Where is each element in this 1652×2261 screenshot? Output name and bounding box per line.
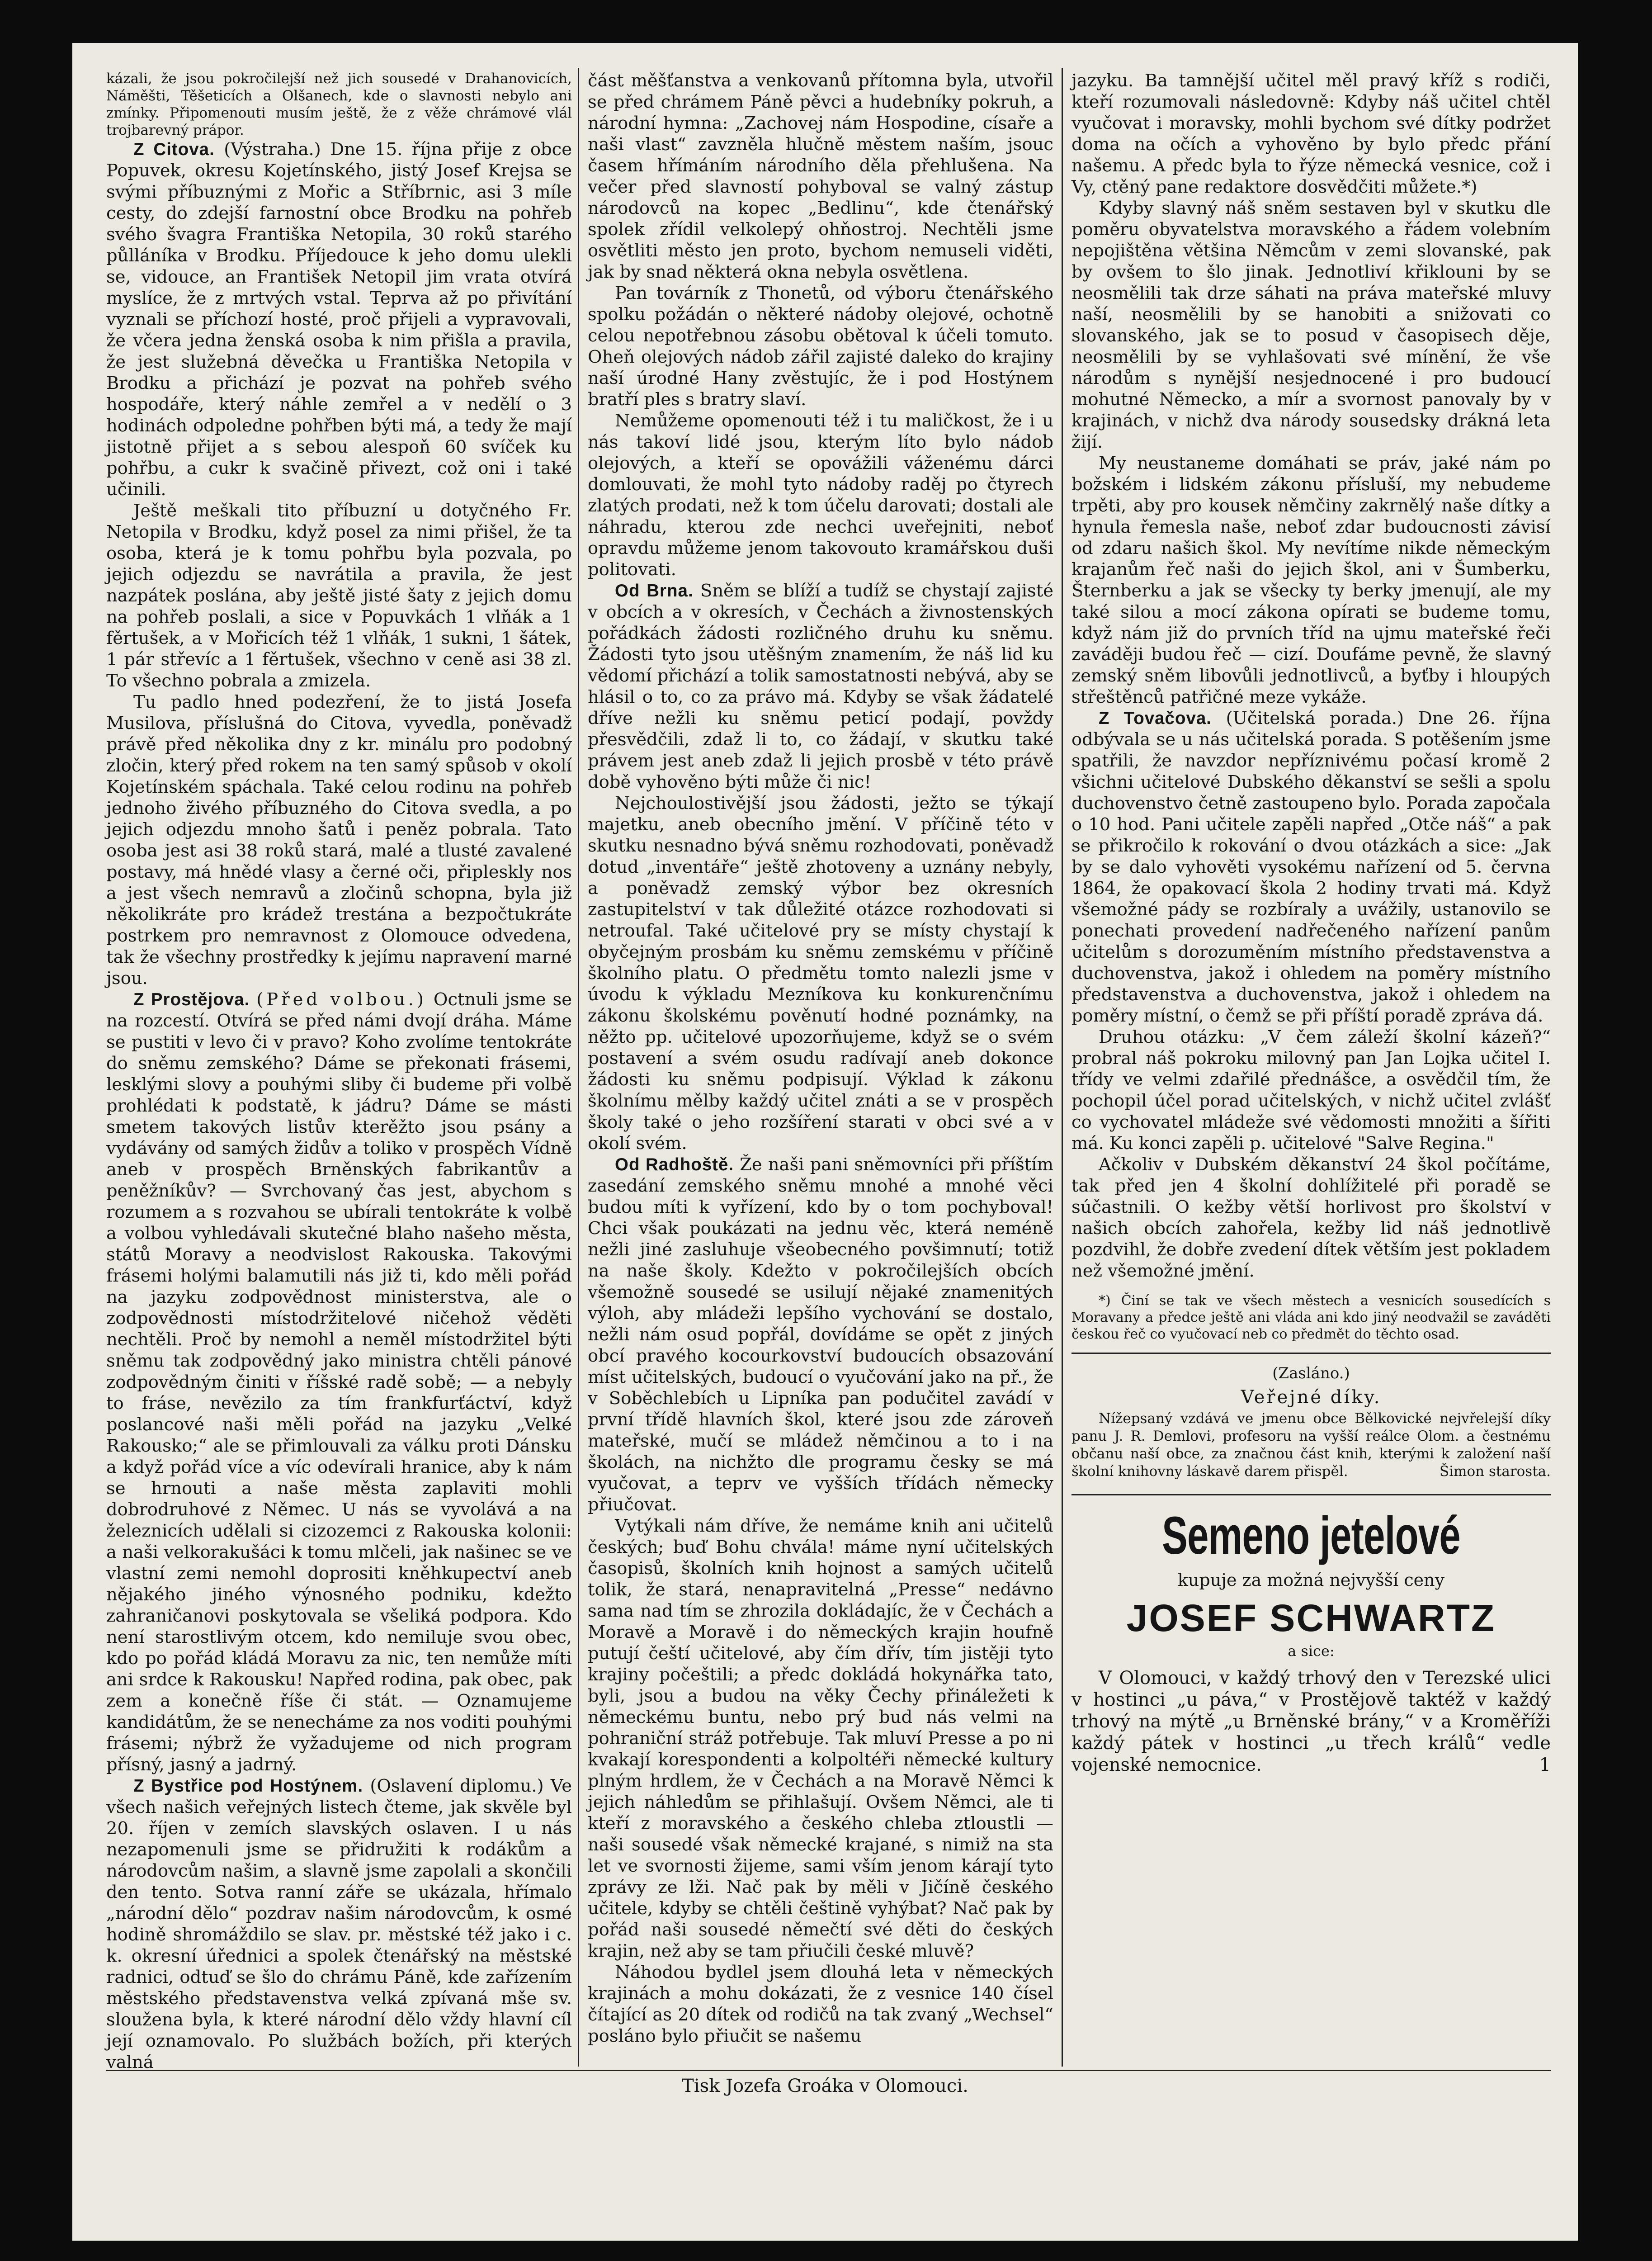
article-bystrice (106, 1775, 572, 2073)
printer-imprint: Tisk Jozefa Groáka v Olomouci. (682, 2076, 968, 2096)
article-heading: Z Bystřice pod Hostýnem. (133, 1776, 363, 1796)
column-divider (578, 68, 579, 2067)
article-subtitle: (Oslavení diplomu.) (370, 1776, 544, 1796)
article-citova (106, 139, 572, 500)
notice-title: Veřejné díky. (1241, 1387, 1382, 1408)
article-heading: Z Tovačova. (1099, 709, 1212, 728)
footnote: *) Činí se tak ve všech městech a vesnicích sousedících s Moravany a předce ještě ani vláda ani kdo jiný neodvažil se zaváděti českou řeč co vyučovací neb co předmět do těchto osad. (1071, 1293, 1551, 1342)
article-subtitle: (Učitelská porada.) (1226, 708, 1404, 728)
paragraph: Dne 15. října přije z obce Popuvek, okresu Kojetínského, jistý Josef Krejsa se svými příbuznými z Mořic a Stříbrnic, asi 3 míle cesty, do zdejší farnostní obce Brodku na pohřeb svého švagra Františka Netopila, 30 roků starého půlláníka v Brodku. Příjedouce k jeho domu ulekli se, vidouce, an František Netopil jim vrata otvírá myslíce, že z mrtvých vstal. Teprva až po přivítání vyznali se příchozí hosté, proč přijeli a vypravovali, že včera jedna ženská osoba k nim přišla a pravila, že jest služebná děvečka u Františka Netopila v Brodku a přichází je pozvat na pohřeb svého hospodáře, který náhle zemřel a v nedělí o 3 hodinách odpoledne pohřben býti má, a tedy že mají jistotně přijet a s sebou alespoň 60 svíček ku pohřbu, a cukr k svačině přivezt, což oni i také učinili. (106, 139, 572, 500)
paragraph: Ačkoliv v Dubském děkanství 24 škol počítáme, tak před jen 4 školní dohlížitelé při poradě se súčastnili. O kežby větší horlivost pro školství v našich obcích zahořela, kežby lid náš jednotlivě pozdvihl, že dobře zvedení dítek větším jest pokladem než všemožné jmění. (1071, 1154, 1551, 1281)
notice-signature: Šimon starosta. (1439, 1463, 1551, 1480)
zaslano-label: (Zasláno.) (1272, 1364, 1350, 1382)
ad-number: 1 (1539, 1755, 1551, 1775)
article-subtitle: (Před volbou.) (256, 989, 427, 1010)
paragraph: Ve všech našich veřejných listech čteme, jak skvěle byl 20. říjen v zemích slavských oslaven. I u nás nezapomenuli jsme se přidružiti k rodákům a národovcům našim, a slavně jsme zapolali a skončili den tento. Sotva ranní záře se ukázala, hřímalo „národní dělo“ pozdrav našim národovcům, k osmé hodině shromáždilo se slav. pr. městské též jako i c. k. okresní úřednici a spolek čtenářský na městské radnici, odtuď se šlo do chrámu Páně, kde zařízením městského představenstva velká zpívaná mše sv. sloužena byla, k které národní dělo vždy hlavní cíl její oznamovalo. Po službách božích, při kterých valná (106, 1776, 572, 2072)
paragraph: Ještě meškali tito příbuzní u dotyčného Fr. Netopila v Brodku, když posel za nimi přišel, že ta osoba, která je k tomu pohřbu byla pozvala, po jejich odjezdu se navrátila a pravila, že jest nazpátek poslána, aby ještě jisté šaty z jejich domu na pohřeb poslali, a sice v Popuvkách 1 vlňák a 1 fěrtušek, a v Mořicích též 1 vlňák, 1 sukni, 1 šátek, 1 pár střevíc a 1 fěrtušek, všechno v ceně asi 38 zl. To všechno pobrala a zmizela. (106, 501, 572, 691)
paragraph: Tu padlo hned podezření, že to jistá Josefa Musilova, příslušná do Citova, vyvedla, poněvadž právě před několika dny z kr. minálu pro podobný zločin, který před rokem na ten samý spůsob v okolí Kojetínském spáchala. Také celou rodinu na pohřeb jednoho živého příbuzného do Citova svedla, a po jejich odjezdu mnoho šatů i peněz pobrala. Tato osoba jest asi 38 roků stará, malé a tlusté zavalené postavy, má hnědé vlasy a černé oči, připleskly nos a jest všech nemravů a zločinů schopna, byla již několikráte pro krádež trestána a bezpočtukráte postrkem pro nemravnost z Olomouce odvedena, tak že všechny prostředky k jejímu napravení marné jsou. (106, 692, 572, 989)
column-2 (588, 70, 1053, 2047)
article-continuation: část měšťanstva a venkovanů přítomna byla, utvořil se před chrámem Páně pěvci a hudebníky pokruh, a národní hymna: „Zachovej nám Hospodine, císaře a naši vlast“ zavzněla hlučně městem naším, jsouc časem hřímáním národního děla přehlušena. Na večer před slavností pohyboval se valný zástup národovců na kopec „Bedlinu“, kde čtenářský spolek zřídil velkolepý ohňostroj. Nechtěli jsme osvětliti město jen proto, bychom nemuseli viděti, jak by snad některá okna nebyla osvětlena. (588, 71, 1053, 282)
article-continuation: jazyku. Ba tamnější učitel měl pravý kříž s rodiči, kteří rozumovali následovně: Kdyby náš učitel chtěl vyučovat i moravsky, mohli bychom své dítky podržet doma na očích a vyhověno by bylo předc přání našemu. A předc byla to řýze německá vesnice, což i Vy, ctěný pane redaktore dosvědčiti můžete.*) (1071, 71, 1551, 197)
section-divider (1071, 1353, 1551, 1354)
notice-body: Nížepsaný vzdává ve jmenu obce Bělkovické nejvřelejší díky panu J. R. Demlovi, profesoru na vyšší reálce Olom. a čestnému občanu naší obce, za značnou část knih, kterými k založení naší školní knihovny láskavě darem přispěl. (1071, 1410, 1551, 1480)
paragraph: Druhou otázku: „V čem záleží školní kázeň?“ probral náš pokroku milovný pan Jan Lojka učitel I. třídy ve velmi zdařilé přednášce, a osvědčil tím, že pochopil účel porad učitelských, v nichž učitel zvlášť co vychovatel mládeže své vědomosti množiti a šířiti má. Ku konci zapěli p. učitelové "Salve Regina." (1071, 1027, 1551, 1154)
ad-body (1071, 1667, 1551, 1776)
ad-tagline: kupuje za možná nejvyšší ceny (1177, 1570, 1445, 1590)
article-prostejov (106, 989, 572, 1775)
article-tovacov (1071, 708, 1551, 1026)
paragraph: Pan továrník z Thonetů, od výboru čtenářského spolku požádán o některé nádoby olejové, ochotně celou nepotřebnou zásobu obětoval k účeli tomuto. Oheň olejových nádob zářil zajisté daleko do krajiny naší úrodné Hany zvěstujíc, že i pod Hostýnem bratří ples s bratry slaví. (588, 283, 1053, 410)
paragraph: Nejchoulostivější jsou žádosti, ježto se týkají majetku, aneb obecního jmění. V příčině této v skutku nesnadno bývá sněmu rozhodovati, poněvadž dotud „inventáře“ ještě zhotoveny a uznány nebyly, a poněvadž zemský výbor bez okresních zastupitelství v tak důležité otázce rozhodovati si netroufal. Také učitelové pry se místy chystají k obyčejným prosbám ku sněmu zemskému v příčině školního platu. O předmětu tomto nalezli jsme v úvodu k výkladu Mezníkova ku konkurenčnímu zákonu školskému pověnutí hodné poznámky, na něžto pp. učitelové upozorňujeme, když se o svém postavení a svém osudu radívají aneb dokonce žádosti ku sněmu podpisují. Výklad k zákonu školnímu mělby každý učitel znáti a se v prospěch školy také o jeho rozšíření starati v obci své a v okolí svém. (588, 793, 1053, 1154)
article-heading: Z Prostějova. (133, 990, 250, 1009)
paragraph: Náhodou bydlel jsem dlouhá leta v německých krajinách a mohu dokázati, že z vesnice 140 čísel čítající as 20 dítek od rodičů na tak zvaný „Wechsel“ posláno bylo přiučit se našemu (588, 1962, 1053, 2046)
ad-body-text: V Olomouci, v každý trhový den v Terezské ulici v hostinci „u páva,“ v Prostějově taktéž v každý trhový na mýtě „u Brněnské brány,“ v a Kroměříži každý pátek v hostinci „u třech králů“ vedle vojenské nemocnice. (1071, 1668, 1551, 1775)
notice-text (1071, 1410, 1551, 1481)
column-3 (1071, 70, 1551, 1776)
ad-headline: Semeno jetelové (1162, 1506, 1460, 1566)
paragraph: Octnuli jsme se na rozcestí. Otvírá se před námi dvojí dráha. Máme se pustiti v levo či v pravo? Koho zvolíme tentokráte do sněmu zemského? Dáme se překonati frásemi, lesklými slovy a pouhými sliby či budeme při volbě prohlédati k podstatě, k jádru? Dáme se másti smetem takových listův kterěžto jsou psány a vydávány od samých židův a toliko v prospěch Vídně aneb v prospěch Brněnských fabrikantův a peněžníkův? — Svrchovaný čas jest, abychom s rozumem a s rozvahou se ubírali tentokráte k volbě a volbou vyhledávali skutečné blaho našeho města, států Moravy a neodvislost Rakouska. Takovými frásemi holými balamutili nás již ti, kdo měli pořád na jazyku zodpovědnost ministerstva, ale o zodpovědnosti místodržitelové ničehož věděti nechtěli. Proč by nemohl a neměl místodržitel býti sněmu tak zodpovědný jako ministra chtěli pánové zodpovědným činiti v říšské radě sobě; — a nebyly to fráse, nevězilo za tím frankfurťáctví, když poslancové naši měli pořád na jazyku „Velké Rakousko;“ ale se přimlouvali za válku proti Dánsku a když pořád více a víc odevírali hranice, aby k nám se hrnouti a naše města zaplaviti mohli dobrodruhové z Němec. U nás se vyvolává a na železnicích udělali si cizozemci z Rakouska kolonii: a naši velkorakušáci k tomu mlčeli, jak našinec se ve vlastní zemi nemohl doprositi kněhkupectví aneb nějakého jiného výnosného podniku, kdežto zahraničanovi poskytovala se všeliká podpora. Kdo není starostlivým otcem, kdo nemiluje svou obec, kdo po pořád kládá Moravu za nic, ten nemůže míti ani srdce k Rakousku! Napřed rodina, pak obec, pak zem a konečně říše či stát. — Oznamujeme kandidátům, že se nenecháme za nos voditi pouhými frásemi; nýbrž že vyžadujeme od nich program přísný, jasný a jadrný. (106, 989, 572, 1775)
article-brna (588, 580, 1053, 793)
column-1 (106, 70, 572, 2073)
paragraph: Že naši pani sněmovníci při příštím zasedání zemského sněmu mnohé a mnohé věci budou míti k vyřízení, kdo by o tom pochyboval! Chci však poukázati na jednu věc, která neméně nežli jiné zasluhuje všeobecného povšimnutí; totiž na naše školy. Kdežto v pokročilejších obcích všemožně sousedé se usilují nějaké znamenitých výloh, aby mládeži lepšího vychování se dostalo, nežli nám osud popřál, dovídáme se opět z jiných obcí pravého kocourkovství budoucích obsazování míst učitelských, budoucí o vyučování jako na př., že v Soběchlebích u Lipníka pan podučitel zavádí v první třídě hlavních škol, které jsou zde zároveň mateřské, mučí se mládež němčinou a to i na školách, na nichžto dle programu česky se má vyučovat, a teprv ve vyšších třídách německy přiučovat. (588, 1154, 1053, 1515)
article-continuation: kázali, že jsou pokročilejší než jich sousedé v Drahanovicích, Náměšti, Těšeticích a Olšanech, kde o slavnosti nebylo ani zmínky. Připomenouti musím ještě, že z věže chrámové vlál trojbarevný prápor. (106, 71, 572, 138)
ad-subline: a sice: (1288, 1642, 1335, 1660)
footer-rule (106, 2070, 1551, 2071)
paragraph: Nemůžeme opomenouti též i tu maličkost, že i u nás takoví lidé jsou, kterým líto bylo nádob olejových, a kteří se opovážili váženému dárci domlouvati, že mohl tyto nádoby raděj po čtyrech zlatých prodati, než k tom účelu darovati; dostali ale náhradu, kterou zde nechci uveřejniti, neboť opravdu můžeme jenom takovouto kramářskou duši politovati. (588, 411, 1053, 580)
article-heading: Z Citova. (133, 140, 215, 159)
column-divider (1062, 68, 1063, 2067)
article-heading: Od Brna. (615, 581, 694, 601)
paragraph: Vytýkali nám dříve, že nemáme knih ani učitelů českých; buď Bohu chvála! máme nyní učitelských časopisů, školních knih hojnost a samých učitelů tolik, že stará, nenapravitelná „Presse“ nedávno sama nad tím se zhrozila dokládajíc, že v Čechách a Moravě a Moravě i do německých krajin houfně putují čeští učitelové, aby čím dřív, tím jistěji tyto krajiny počeštili; a předc dokládá hokynářka tato, byli, jsou a budou na věky Čechy přináležeti k německému buntu, nebo prý bud nás velmi na pohraniční stráž potřebuje. Tak mluví Presse a po ni kvakají korespondenti a kolpoltéři německé kultury plným hrdlem, že v Čechách a na Moravě Němci k jejich náhledům se přihlašují. Ovšem Němci, ale ti kteří z moravského a českého chleba ztloustli — naši sousedé však německé krajané, s nimiž na sta let ve svornosti žijeme, sami vším jenom kárají tyto zprávy ze lži. Nač pak by měli v Jičíně českého učitele, kdyby se chtěli češtině vyhýbat? Nač pak by pořád naši sousedé němečtí své děti do českých krajin, než aby se tam přiučili české mluvě? (588, 1516, 1053, 1961)
article-heading: Od Radhoště. (615, 1155, 734, 1174)
paragraph: Kdyby slavný náš sněm sestaven byl v skutku dle poměru obyvatelstva moravského a řádem volebním nepojištěna většina Němcům v zemi slovanské, pak by ovšem to šlo jinak. Jednotliví křiklouni by se neosmělili tak drze sáhati na práva mateřské mluvy naší, neosmělili by se hanobiti a snižovati co slovanského, jak se to posud v časopisech děje, neosmělili by se vyhlašovati své mínění, že vše národům s nynější nesjednocené i pro budoucí mohutné Německo, a mír a svornost panovaly by v krajinách, v nichž dva národy sousedsky drákná leta žijí. (1071, 198, 1551, 452)
ad-merchant-name: JOSEF SCHWARTZ (1126, 1597, 1496, 1639)
advertisement (1071, 1494, 1551, 1776)
article-radhost (588, 1154, 1053, 1515)
paragraph: Dne 26. října odbývala se u nás učitelská porada. S potěšením jsme spatřili, že navzdor nepříznivému počasí kromě 2 všichni učitelové Dubského děkanství se sešli a spolu duchovenstvo četně zastoupeno bylo. Porada započala o 10 hod. Pani učitele zapěli napřed „Otče náš“ a pak se přikročilo k rokování o dvou otázkách a sice: „Jak by se dalo vyhověti vysokému nařízení od 5. června 1864, že opakovací škola 2 hodiny trvati má. Když všemožné pády se rozbíraly a uvážily, ustanovilo se ponechati provedení nadřečeného nařízení panům učitelům s dorozuměním místního představenstva a duchovenstva, jakož i ohledem na poměry místního představenstva a duchovenstva, jakož i ohledem na poměry místní, o čemž se při příští poradě zpráva dá. (1071, 708, 1551, 1026)
paragraph: My neustaneme domáhati se práv, jaké nám po božském i lidském zákonu přísluší, my nebudeme trpěti, aby pro kousek němčiny zakrnělý naše dítky a hynula řemesla naše, neboť zdar budoucnosti závisí od zdaru našich škol. My nevítíme nikde německým krajanům řeč naši do jejich škol, ani v Šumberku, Šternberku a jak se všecky ty berky jmenují, ale my také silou a mocí zákona opírati se budeme tomu, když nám již do prvních tříd na ujmu mateřské řeči zaváději budou řeč — cizí. Doufáme pevně, že slavný zemský sněm libovůli jednotlivců, a byťby i hloupých střeštěnců patřičné meze vykáže. (1071, 453, 1551, 707)
newspaper-page (72, 43, 1578, 2241)
paragraph: Sněm se blíží a tudíž se chystají zajisté v obcích a v okresích, v Čechách a živnostenských pořádkách žádosti rozličného druhu ku sněmu. Žádosti tyto jsou utěšným znamením, že náš lid ku vědomí přichází a tolik samostatnosti nebývá, aby se hlásil o to, co za právo má. Kdyby se však žádatelé dříve nežli ku sněmu peticí podají, povždy přesvědčili, zdaž li to, co žádají, v skutku také právem jest aneb zdaž li jejich prosbě v této právě době vyhověno býti může či nic! (588, 581, 1053, 792)
article-subtitle: (Výstraha.) (224, 139, 321, 160)
